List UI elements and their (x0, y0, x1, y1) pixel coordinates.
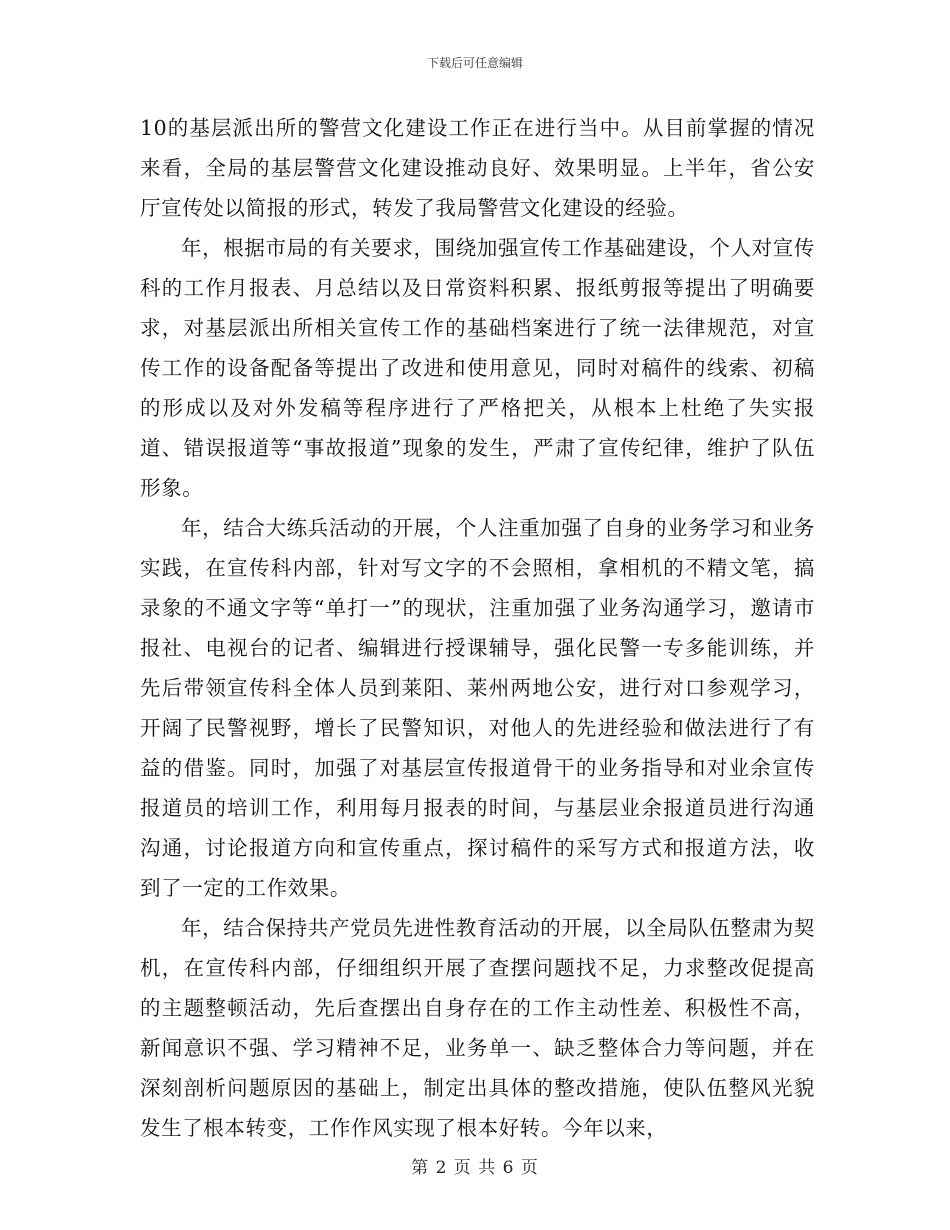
paragraph-4: 年，结合保持共产党员先进性教育活动的开展，以全局队伍整肃为契机，在宣传科内部，仔细组织开展了查摆问题找不足，力求整改促提高的主题整顿活动，先后查摆出自身存在的工作主动性差、积极性不高，新闻意识不强、学习精神不足，业务单一、缺乏整体合力等问题，并在深刻剖析问题原因的基础上，制定出具体的整改措施，使队伍整风光貌发生了根本转变，工作作风实现了根本好转。今年以来， (140, 916, 815, 1140)
page-header: 下载后可任意编辑 (426, 56, 523, 70)
paragraph-3: 年，结合大练兵活动的开展，个人注重加强了自身的业务学习和业务实践，在宣传科内部，针对写文字的不会照相，拿相机的不精文笔，搞录象的不通文字等“单打一”的现状，注重加强了业务沟通学习，邀请市报社、电视台的记者、编辑进行授课辅导，强化民警一专多能训练，并先后带领宣传科全体人员到莱阳、莱州两地公安，进行对口参观学习，开阔了民警视野，增长了民警知识，对他人的先进经验和做法进行了有益的借鉴。同时，加强了对基层宣传报道骨干的业务指导和对业余宣传报道员的培训工作，利用每月报表的时间，与基层业余报道员进行沟通沟通，讨论报道方向和宣传重点，探讨稿件的采写方式和报道方法，收到了一定的工作效果。 (140, 516, 815, 900)
document-body (140, 108, 815, 1148)
paragraph-2: 年，根据市局的有关要求，围绕加强宣传工作基础建设，个人对宣传科的工作月报表、月总结以及日常资料积累、报纸剪报等提出了明确要求，对基层派出所相关宣传工作的基础档案进行了统一法律规范，对宣传工作的设备配备等提出了改进和使用意见，同时对稿件的线索、初稿的形成以及对外发稿等程序进行了严格把关，从根本上杜绝了失实报道、错误报道等“事故报道”现象的发生，严肃了宣传纪律，维护了队伍形象。 (140, 236, 815, 500)
paragraph-1: 10的基层派出所的警营文化建设工作正在进行当中。从目前掌握的情况来看，全局的基层警营文化建设推动良好、效果明显。上半年，省公安厅宣传处以简报的形式，转发了我局警营文化建设的经验。 (140, 116, 815, 220)
page-number-footer: 第 2 页 共 6 页 (411, 1158, 539, 1178)
